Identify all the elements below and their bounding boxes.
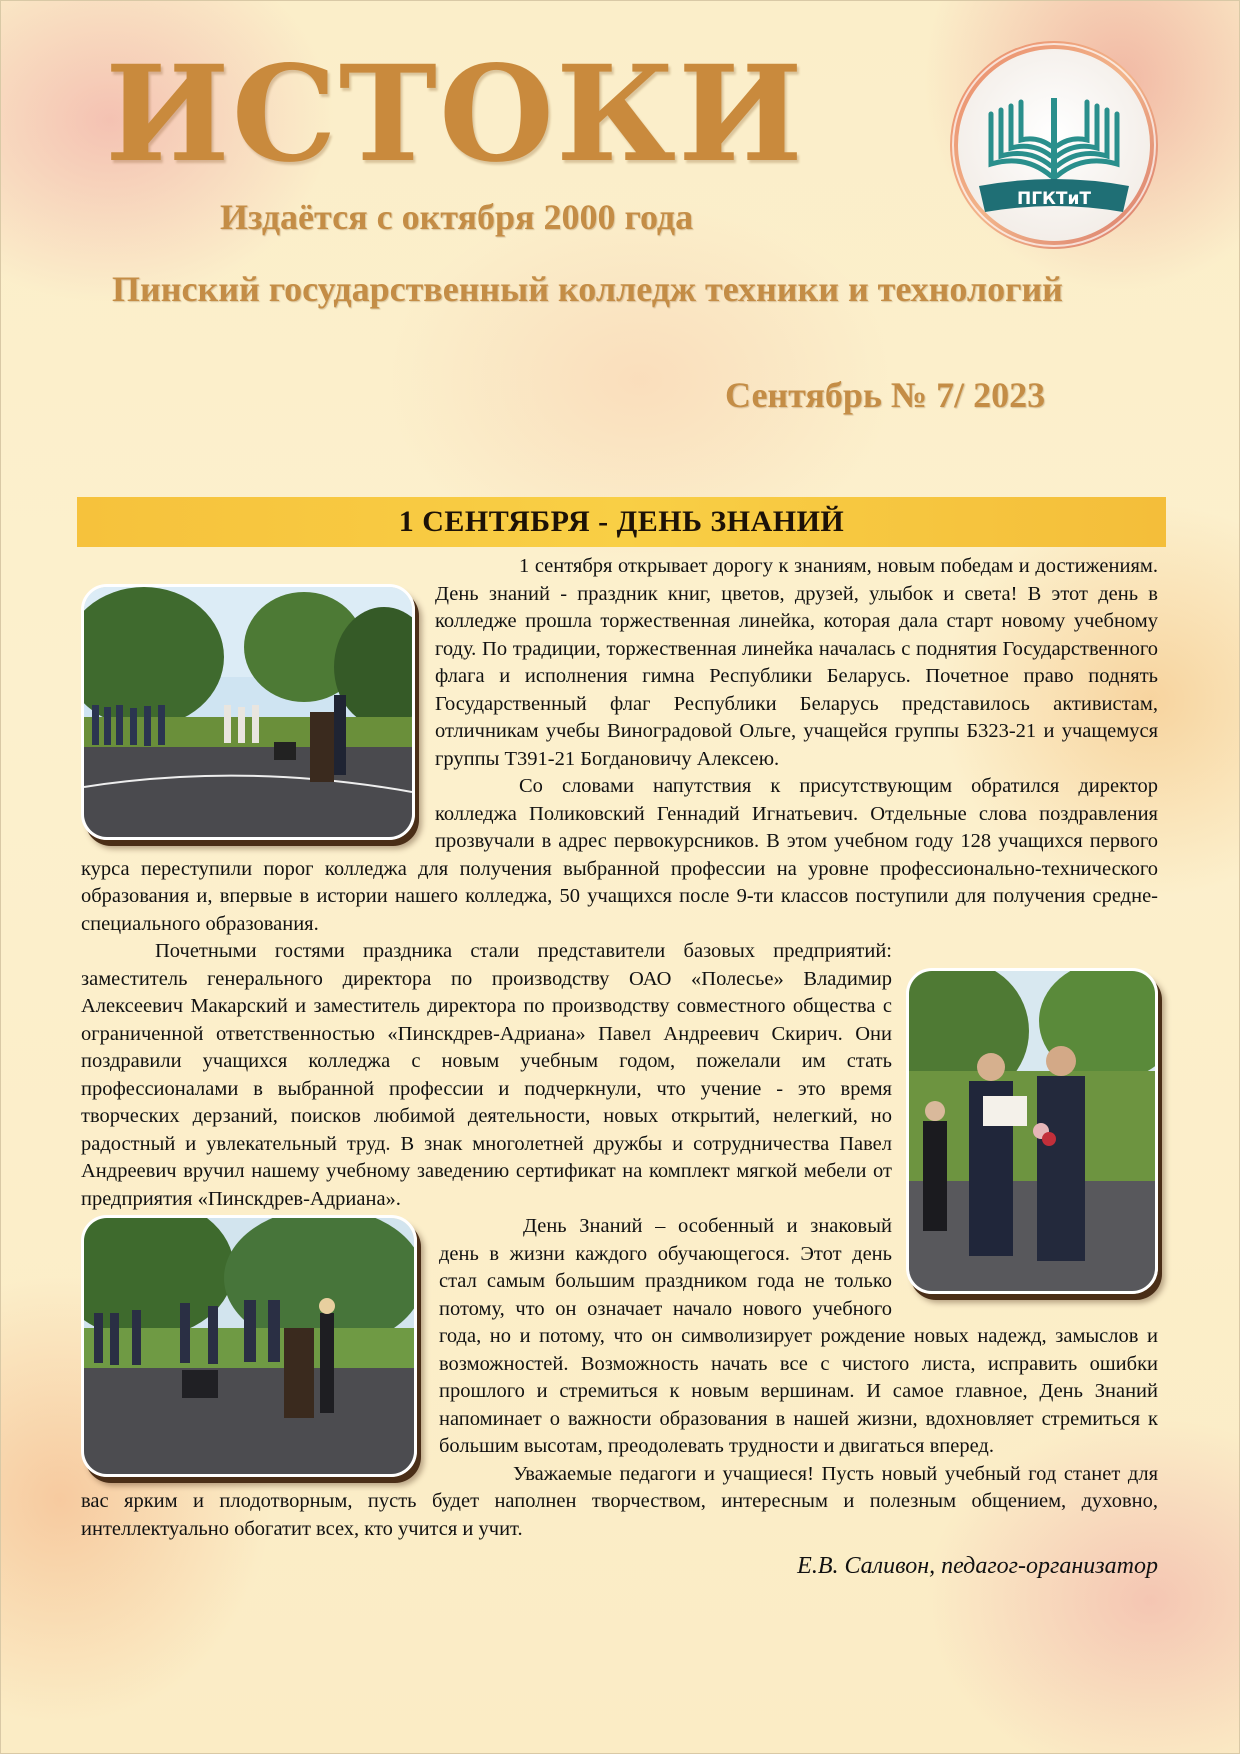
headline-banner (77, 497, 1166, 547)
author-signature: Е.В. Саливон, педагог-организатор (797, 1553, 1158, 1579)
headline: 1 СЕНТЯБРЯ - ДЕНЬ ЗНАНИЙ (398, 505, 845, 538)
college-name: Пинский государственный колледж техники и технологий (112, 269, 1063, 309)
paragraph-5: Уважаемые педагоги и учащиеся! Пусть новый учебный год станет для вас ярким и плодотворным, пусть будет наполнен творчеством, интересным и полезным общением, духовно, интеллектуально обогатит всех, кто учится и учит. (81, 1462, 1158, 1540)
article-body (81, 553, 1158, 1583)
paragraph-3: Почетными гостями праздника стали представители базовых предприятий: заместитель генерального директора по производству ОАО «Полесье» Владимир Алексеевич Макарский и заместитель директора по производству совместного общества с ограниченной ответственностью «Пинскдрев-Адриана» Павел Андреевич Скирич. Они поздравили учащихся колледжа с новым учебным годом, пожелали им стать профессионалами в выбранной профессии и подчеркнули, что учение - это время творческих дерзаний, поисков любимой деятельности, новых открытий, нелегкий, но радостный и увлекательный труд. В знак многолетней дружбы и сотрудничества Павел Андреевич вручил нашему учебному заведению сертификат на комплект мягкой мебели от предприятия «Пинскдрев-Адриана». (81, 940, 892, 1210)
paragraph-4: День Знаний – особенный и знаковый день в жизни каждого обучающегося. Этот день стал самым большим праздником года не только потому, что он означает начало нового учебного года, но и потому, что он символизирует рождение новых надежд, замыслов и возможностей. Возможность начать все с чистого листа, исправить ошибки прошлого и стремиться к новым вершинам. И самое главное, День Знаний напоминает о важности образования в нашей жизни, вдохновляет стремиться к большим высотам, преодолевать трудности и двигаться вперед. (439, 1215, 1158, 1457)
published-since: Издаётся с октября 2000 года (220, 197, 694, 237)
photo-certificate-presentation (906, 968, 1158, 1294)
college-logo (945, 36, 1163, 254)
newspaper-title: ИСТОКИ (105, 37, 805, 192)
logo-text: ПГКТиТ (1016, 189, 1092, 209)
issue-number: Сентябрь № 7/ 2023 (725, 375, 1046, 415)
paragraph-1: 1 сентября открывает дорогу к знаниям, новым победам и достижениям. День знаний - праздник книг, цветов, друзей, улыбок и света! В этот день в колледже прошла торжественная линейка, которая дала старт новому учебному году. По традиции, торжественная линейка началась с поднятия Государственного флага и исполнения гимна Республики Беларусь. Почетное право поднять Государственный флаг Республики Беларусь представилось активистам, отличникам учебы Виноградовой Ольге, учащейся группы Б323-21 и учащемуся группы Т391-21 Богдановичу Алексею. (435, 555, 1158, 770)
paragraph-2-text: Со словами напутствия к присутствующим обратился директор колледжа Поликовский Геннадий Игнатьевич. Отдельные слова поздравления прозвучали в адрес первокурсников. В этом учебном году 128 учащихся первого курса переступили порог колледжа для получения выбранной профессии на уровне профессионально-технического образования и, впервые в истории нашего колледжа, 50 учащихся после 9-ти классов поступили для получения средне-специального образования. (81, 775, 1158, 935)
photo-ceremony-lineup (81, 584, 415, 840)
photo-speaker-podium (81, 1215, 417, 1477)
